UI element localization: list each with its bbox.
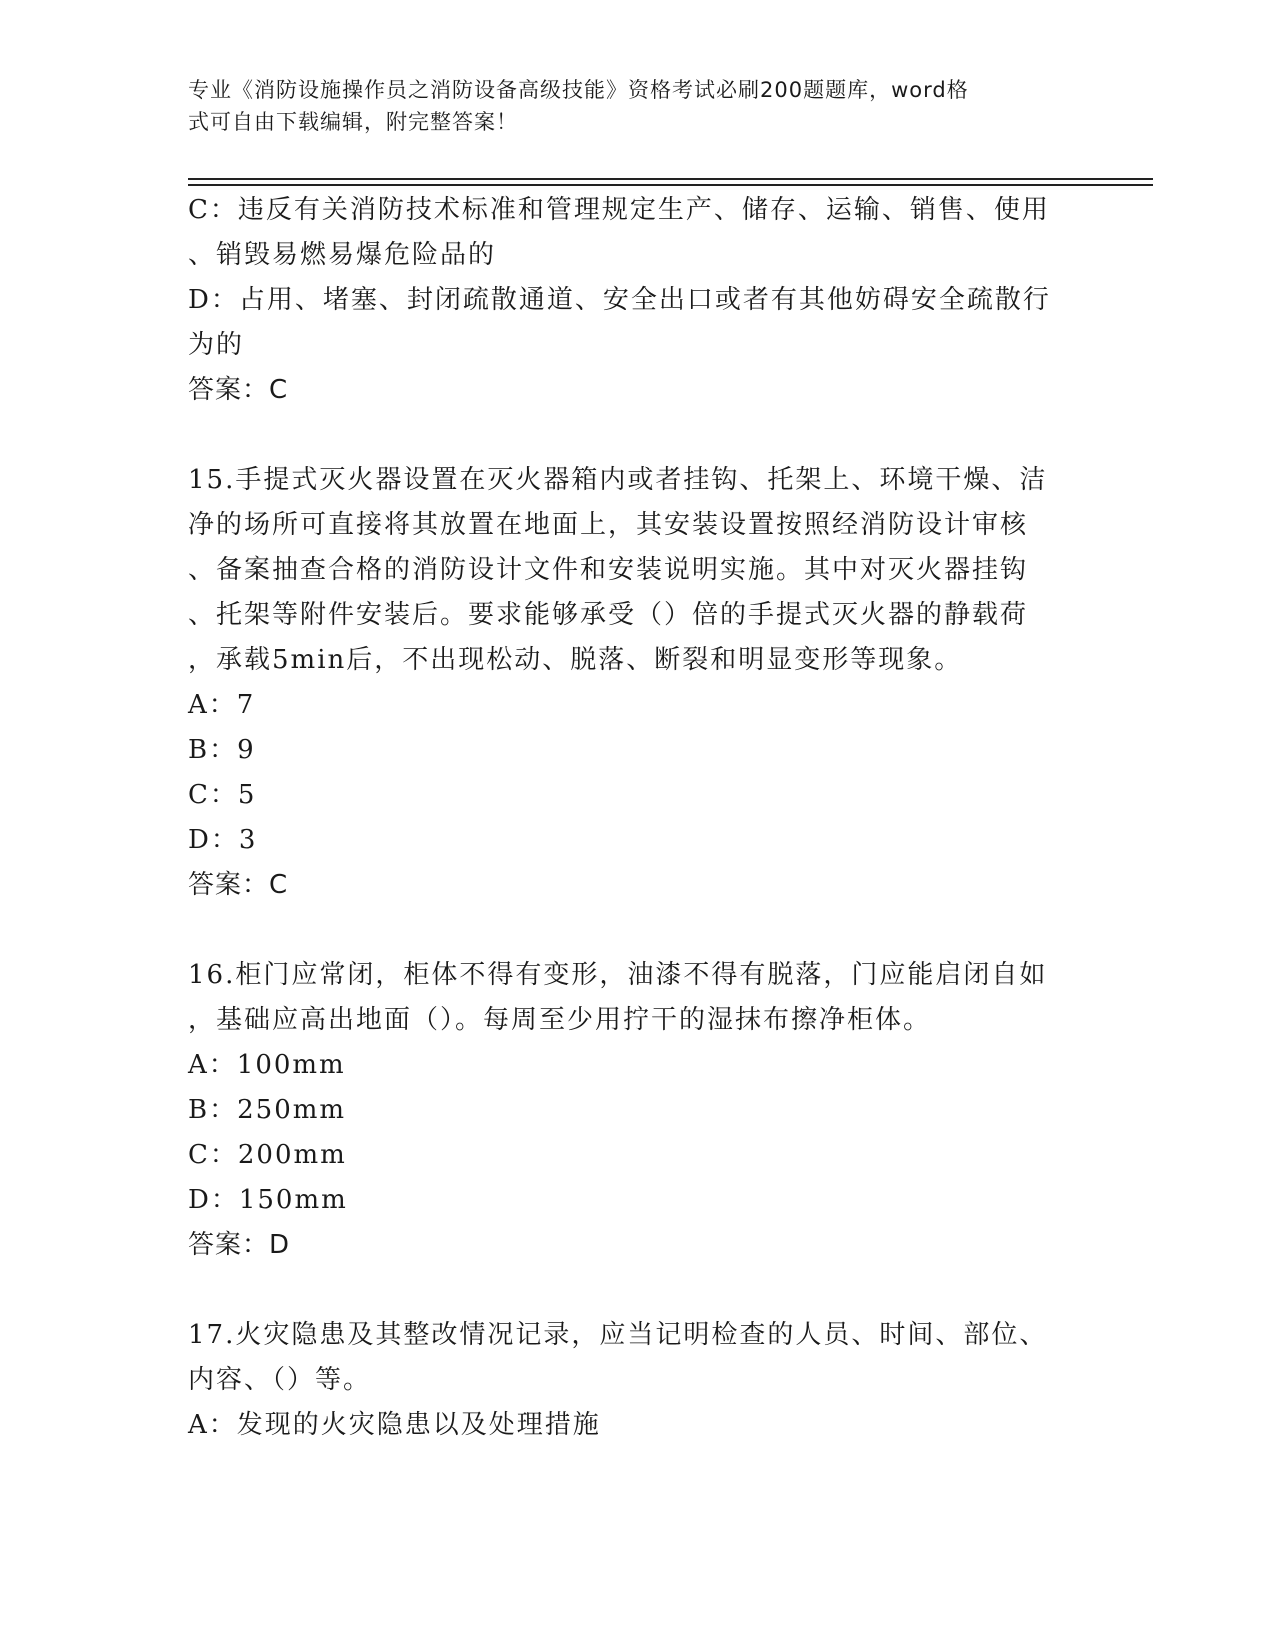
option-d-line: D：占用、堵塞、封闭疏散通道、安全出口或者有其他妨碍安全疏散行 — [188, 285, 1051, 315]
question-stem-line: 净的场所可直接将其放置在地面上，其安装设置按照经消防设计审核 — [188, 510, 1029, 540]
question-16 — [188, 953, 1088, 1268]
option-c-line: 、销毁易燃易爆危险品的 — [188, 240, 497, 270]
question-14-continued — [188, 188, 1088, 413]
header-line-2: 式可自由下载编辑，附完整答案！ — [188, 110, 518, 134]
spacer — [188, 908, 1088, 953]
question-stem-line: 内容、（）等。 — [188, 1365, 372, 1395]
document-header — [188, 74, 1068, 138]
option-c: C：200mm — [188, 1140, 347, 1170]
question-stem-line: 16.柜门应常闭，柜体不得有变形，油漆不得有脱落，门应能启闭自如 — [188, 960, 1048, 990]
answer-line: 答案：C — [188, 375, 289, 405]
spacer — [188, 1268, 1088, 1313]
question-15 — [188, 458, 1088, 908]
question-17 — [188, 1313, 1088, 1448]
header-rule-top — [188, 178, 1153, 180]
question-stem-line: ，承载5min后，不出现松动、脱落、断裂和明显变形等现象。 — [188, 645, 963, 675]
option-a: A：7 — [188, 690, 256, 720]
question-stem-line: 、托架等附件安装后。要求能够承受（）倍的手提式灭火器的静载荷 — [188, 600, 1029, 630]
option-d-line: 为的 — [188, 330, 245, 360]
option-b: B：9 — [188, 735, 256, 765]
answer-line: 答案：C — [188, 870, 289, 900]
question-stem-line: 、备案抽查合格的消防设计文件和安装说明实施。其中对灭火器挂钩 — [188, 555, 1029, 585]
question-stem-line: ，基础应高出地面（）。每周至少用拧干的湿抹布擦净柜体。 — [188, 1005, 932, 1035]
header-rule-bottom — [188, 184, 1153, 186]
option-c-line: C：违反有关消防技术标准和管理规定生产、储存、运输、销售、使用 — [188, 195, 1050, 225]
document-body — [188, 188, 1088, 1448]
option-d: D：150mm — [188, 1185, 348, 1215]
header-line-1: 专业《消防设施操作员之消防设备高级技能》资格考试必刷200题题库，word格 — [188, 78, 969, 102]
option-b: B：250mm — [188, 1095, 347, 1125]
answer-line: 答案：D — [188, 1230, 291, 1260]
option-c: C：5 — [188, 780, 257, 810]
option-a: A：发现的火灾隐患以及处理措施 — [188, 1410, 601, 1440]
question-stem-line: 15.手提式灭火器设置在灭火器箱内或者挂钩、托架上、环境干燥、洁 — [188, 465, 1048, 495]
option-d: D：3 — [188, 825, 258, 855]
question-stem-line: 17.火灾隐患及其整改情况记录，应当记明检查的人员、时间、部位、 — [188, 1320, 1048, 1350]
spacer — [188, 413, 1088, 458]
option-a: A：100mm — [188, 1050, 346, 1080]
